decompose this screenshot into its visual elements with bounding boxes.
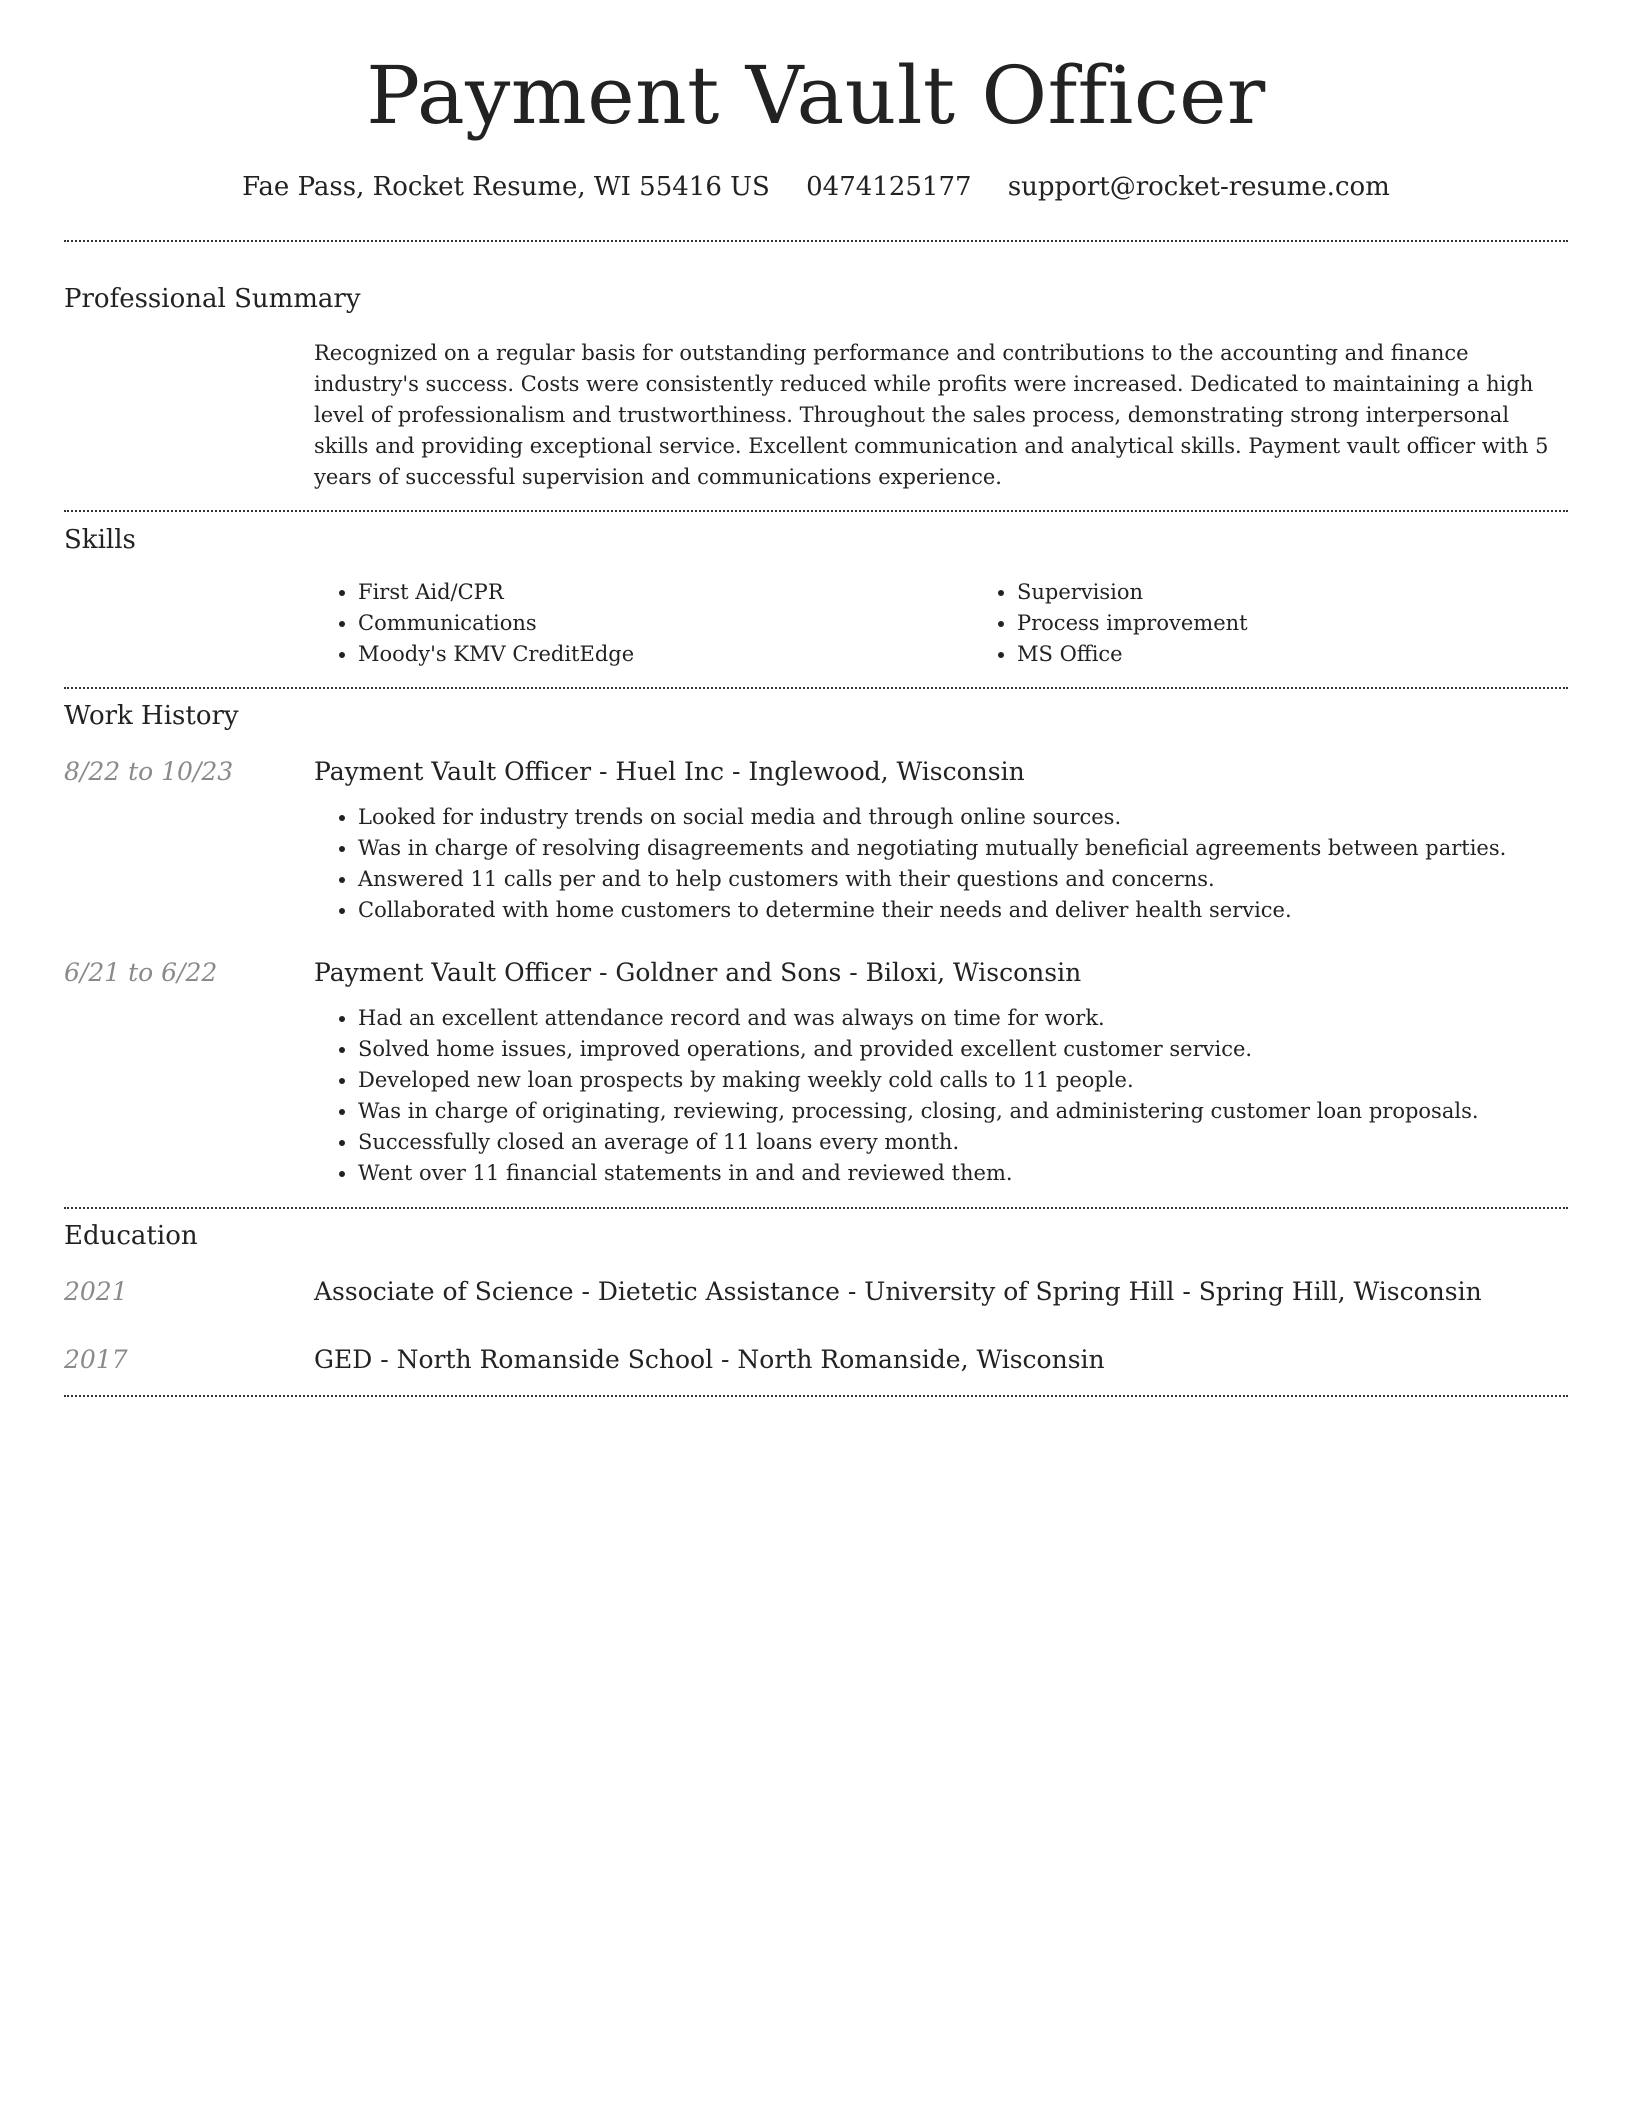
- candidate-name: Payment Vault Officer: [366, 49, 1266, 142]
- skills-list-left: [314, 577, 973, 670]
- section-title-skills: Skills: [64, 525, 136, 555]
- list-item: • Process improvement: [1017, 608, 1632, 639]
- list-item: • Collaborated with home customers to determine their needs and deliver health service.: [358, 895, 1568, 926]
- contact-line: [64, 172, 1568, 202]
- list-item: • Answered 11 calls per and to help customers with their questions and concerns.: [358, 864, 1568, 895]
- education-entry: [64, 1343, 1568, 1377]
- divider: [64, 510, 1568, 512]
- job-entry: [64, 755, 1568, 926]
- education-section: [64, 1221, 1568, 1377]
- section-title-education: Education: [64, 1221, 198, 1251]
- list-item: • Supervision: [1017, 577, 1632, 608]
- divider: [64, 1207, 1568, 1209]
- section-title-work: Work History: [64, 701, 239, 731]
- job-dates: 8/22 to 10/23: [64, 757, 234, 786]
- summary-section: [64, 284, 1568, 493]
- list-item: • MS Office: [1017, 639, 1632, 670]
- education-entry: [64, 1275, 1568, 1309]
- job-dates: 6/21 to 6/22: [64, 958, 218, 987]
- list-item: • Solved home issues, improved operations, and provided excellent customer service.: [358, 1034, 1568, 1065]
- list-item: • Looked for industry trends on social media and through online sources.: [358, 802, 1568, 833]
- divider: [64, 240, 1568, 242]
- list-item: • Had an excellent attendance record and was always on time for work.: [358, 1003, 1568, 1034]
- list-item: • Successfully closed an average of 11 loans every month.: [358, 1127, 1568, 1158]
- work-history-section: [64, 701, 1568, 1189]
- skills-list-right: [973, 577, 1632, 670]
- job-bullets: [314, 802, 1568, 926]
- list-item: • Moody's KMV CreditEdge: [358, 639, 973, 670]
- contact-address: Fae Pass, Rocket Resume, WI 55416 US: [242, 172, 770, 202]
- job-heading: Payment Vault Officer - Goldner and Sons - Biloxi, Wisconsin: [314, 958, 1082, 987]
- list-item: • First Aid/CPR: [358, 577, 973, 608]
- job-heading: Payment Vault Officer - Huel Inc - Inglewood, Wisconsin: [314, 757, 1025, 786]
- divider: [64, 1395, 1568, 1397]
- education-year: 2017: [64, 1345, 128, 1374]
- job-bullets: [314, 1003, 1568, 1189]
- section-title-summary: Professional Summary: [64, 284, 361, 314]
- skills-section: [64, 525, 1568, 670]
- contact-phone: 0474125177: [806, 172, 972, 202]
- list-item: • Developed new loan prospects by making weekly cold calls to 11 people.: [358, 1065, 1568, 1096]
- education-heading: Associate of Science - Dietetic Assistance - University of Spring Hill - Spring Hill, Wisconsin: [314, 1277, 1482, 1306]
- contact-email: support@rocket-resume.com: [1007, 172, 1390, 202]
- list-item: • Went over 11 financial statements in and and reviewed them.: [358, 1158, 1568, 1189]
- education-heading: GED - North Romanside School - North Romanside, Wisconsin: [314, 1345, 1105, 1374]
- education-year: 2021: [64, 1277, 128, 1306]
- summary-text: Recognized on a regular basis for outstanding performance and contributions to the accounting and finance industry's success. Costs were consistently reduced while profits were increased. Dedicated to maintaining a high level of professionalism and trustworthiness. Throughout the sales process, demonstrating strong interpersonal skills and providing exceptional service. Excellent communication and analytical skills. Payment vault officer with 5 years of successful supervision and communications experience.: [314, 341, 1549, 489]
- resume-page: [64, 0, 1568, 1397]
- list-item: • Was in charge of resolving disagreements and negotiating mutually beneficial agreements between parties.: [358, 833, 1568, 864]
- list-item: • Was in charge of originating, reviewing, processing, closing, and administering customer loan proposals.: [358, 1096, 1568, 1127]
- divider: [64, 687, 1568, 689]
- job-entry: [64, 956, 1568, 1189]
- list-item: • Communications: [358, 608, 973, 639]
